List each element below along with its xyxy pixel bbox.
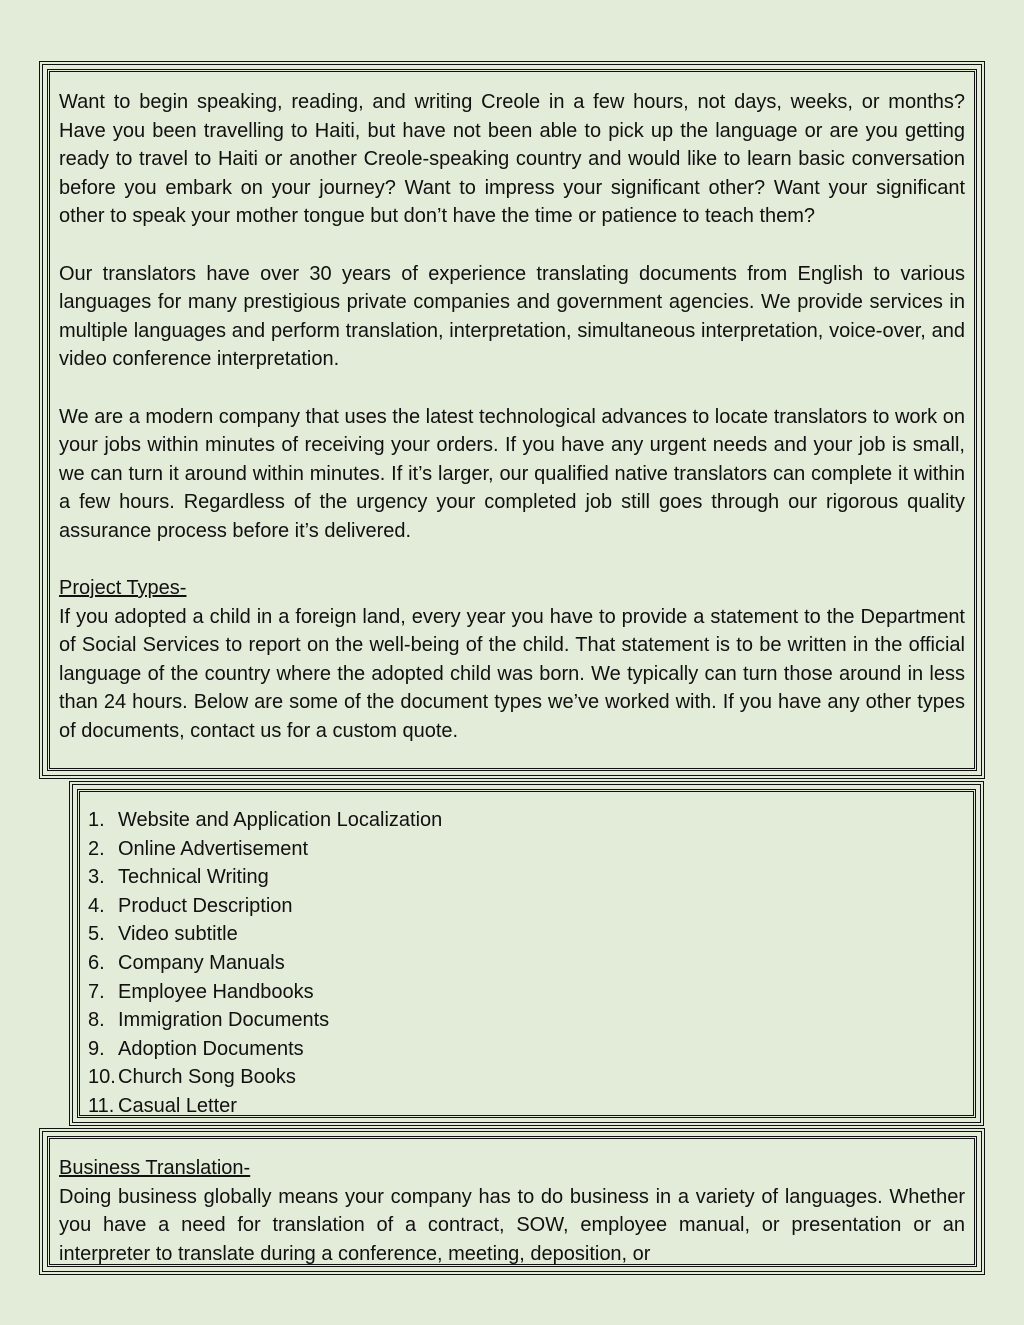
- document-types-list: [88, 806, 948, 1121]
- intro-box: [39, 61, 985, 779]
- business-translation-content: [59, 1154, 965, 1268]
- list-item-label: Adoption Documents: [118, 1037, 304, 1060]
- list-item: [88, 949, 948, 978]
- list-item: [88, 920, 948, 949]
- list-item-number: 1.: [88, 809, 105, 831]
- list-item-number: 4.: [88, 894, 105, 917]
- list-item-number: 10.: [88, 1066, 116, 1089]
- list-item-label: Website and Application Localization: [118, 809, 443, 831]
- business-translation-box: [39, 1128, 985, 1275]
- list-item: [88, 1092, 948, 1121]
- document-types-content: [88, 806, 948, 1121]
- business-translation-text: Doing business globally means your company has to do business in a variety of languages. Whether you have a need for translation of a contract, SOW, employee manual, or presentation or an interpreter to translate during a conference, meeting, deposition, or: [59, 1185, 965, 1265]
- list-item-label: Employee Handbooks: [118, 980, 314, 1003]
- business-translation-heading: Business Translation-: [59, 1157, 251, 1179]
- list-item-label: Company Manuals: [118, 951, 285, 974]
- list-item-number: 5.: [88, 923, 105, 946]
- business-translation-box-inner: [47, 1136, 977, 1267]
- list-item: [88, 806, 948, 835]
- list-item-label: Video subtitle: [118, 923, 238, 946]
- document-types-box: [69, 781, 984, 1126]
- intro-content: [59, 88, 965, 746]
- list-item: [88, 1035, 948, 1064]
- list-item: [88, 892, 948, 921]
- list-item-number: 8.: [88, 1009, 105, 1032]
- list-item-number: 6.: [88, 951, 105, 974]
- list-item-label: Church Song Books: [118, 1066, 296, 1089]
- intro-box-inner: [47, 69, 977, 771]
- list-item: [88, 1063, 948, 1092]
- list-item-label: Online Advertisement: [118, 837, 309, 860]
- list-item-label: Technical Writing: [118, 866, 269, 889]
- intro-paragraph-3: We are a modern company that uses the latest technological advances to locate translators to work on your jobs within minutes of receiving your orders. If you have any urgent needs and your job is small, we can turn it around within minutes. If it’s larger, our qualified native translators can complete it within a few hours. Regardless of the urgency your completed job still goes through our rigorous quality assurance process before it’s delivered.: [59, 405, 965, 542]
- document-types-box-inner: [77, 789, 976, 1118]
- list-item: [88, 835, 948, 864]
- list-item-label: Product Description: [118, 894, 293, 917]
- intro-paragraph-1: Want to begin speaking, reading, and writing Creole in a few hours, not days, weeks, or months? Have you been travelling to Haiti, but have not been able to pick up the language or are you getting ready to travel to Haiti or another Creole-speaking country and would like to learn basic conversation before you embark on your journey? Want to impress your significant other? Want your significant other to speak your mother tongue but don’t have the time or patience to teach them?: [59, 91, 965, 228]
- list-item: [88, 863, 948, 892]
- list-item-label: Casual Letter: [118, 1094, 237, 1117]
- list-item-number: 9.: [88, 1037, 105, 1060]
- list-item: [88, 1006, 948, 1035]
- list-item-number: 2.: [88, 837, 105, 860]
- intro-paragraph-2: Our translators have over 30 years of experience translating documents from English to various languages for many prestigious private companies and government agencies. We provide services in multiple languages and perform translation, interpretation, simultaneous interpretation, voice-over, and video conference interpretation.: [59, 262, 965, 371]
- project-types-heading: Project Types-: [59, 577, 187, 600]
- list-item-number: 11.: [88, 1094, 115, 1117]
- list-item: [88, 978, 948, 1007]
- list-item-number: 3.: [88, 866, 105, 889]
- list-item-number: 7.: [88, 980, 105, 1003]
- project-types-text: If you adopted a child in a foreign land, every year you have to provide a statement to the Department of Social Services to report on the well-being of the child. That statement is to be written in the official language of the country where the adopted child was born. We typically can turn those around in less than 24 hours. Below are some of the document types we’ve worked with. If you have any other types of documents, contact us for a custom quote.: [59, 605, 965, 743]
- list-item-label: Immigration Documents: [118, 1009, 330, 1032]
